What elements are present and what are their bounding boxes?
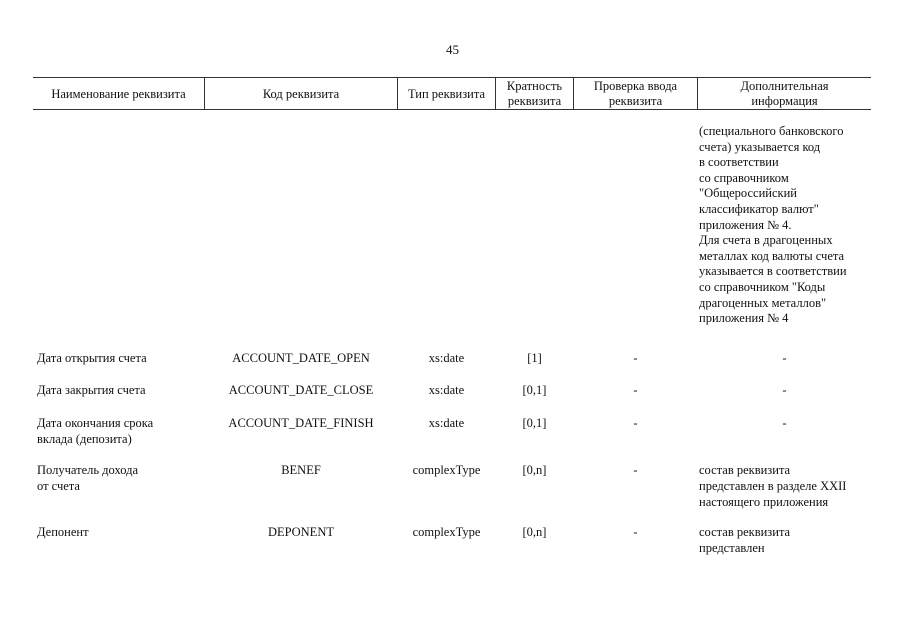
row-additional-info: состав реквизита представлен [699, 525, 791, 555]
row-multiplicity: [0,n] [522, 525, 547, 539]
row-name: Депонент [37, 525, 89, 539]
row-additional-info: - [782, 351, 787, 365]
row-multiplicity: [0,1] [522, 416, 547, 430]
header-input-check: Проверка ввода реквизита [593, 79, 678, 108]
row-type: xs:date [428, 383, 465, 397]
row-additional-info: - [782, 383, 787, 397]
header-name: Наименование реквизита [51, 86, 186, 101]
row-type: xs:date [428, 351, 465, 365]
row-code: ACCOUNT_DATE_OPEN [232, 351, 370, 365]
row-multiplicity: [0,1] [522, 383, 547, 397]
header-code: Код реквизита [262, 86, 340, 101]
row-input-check: - [633, 383, 638, 397]
row-code: BENEF [281, 463, 321, 477]
page-number: 45 [446, 42, 459, 57]
continued-additional-info: (специального банковского счета) указывается код в соответствии со справочником "Общероссийский классификатор валют" приложения № 4. Для счета в драгоценных металлах код валюты счета указывается в соответствии со справочником "Коды драгоценных металлов" приложения № 4 [699, 124, 847, 326]
row-additional-info: - [782, 416, 787, 430]
row-input-check: - [633, 416, 638, 430]
row-input-check: - [633, 525, 638, 539]
row-name: Дата открытия счета [37, 351, 147, 365]
row-input-check: - [633, 351, 638, 365]
header-type: Тип реквизита [407, 86, 486, 101]
row-type: xs:date [428, 416, 465, 430]
header-multiplicity: Кратность реквизита [506, 79, 563, 108]
row-code: DEPONENT [268, 525, 334, 539]
row-input-check: - [633, 463, 638, 477]
row-name: Дата закрытия счета [37, 383, 146, 397]
row-additional-info: состав реквизита представлен в разделе XXII настоящего приложения [699, 463, 847, 509]
row-multiplicity: [1] [527, 351, 542, 365]
row-name: Дата окончания срока вклада (депозита) [37, 416, 154, 446]
row-name: Получатель дохода от счета [37, 463, 139, 493]
row-type: complexType [412, 525, 481, 539]
row-type: complexType [412, 463, 481, 477]
row-code: ACCOUNT_DATE_CLOSE [228, 383, 374, 397]
row-multiplicity: [0,n] [522, 463, 547, 477]
header-additional-info: Дополнительная информация [740, 79, 829, 108]
row-code: ACCOUNT_DATE_FINISH [228, 416, 374, 430]
